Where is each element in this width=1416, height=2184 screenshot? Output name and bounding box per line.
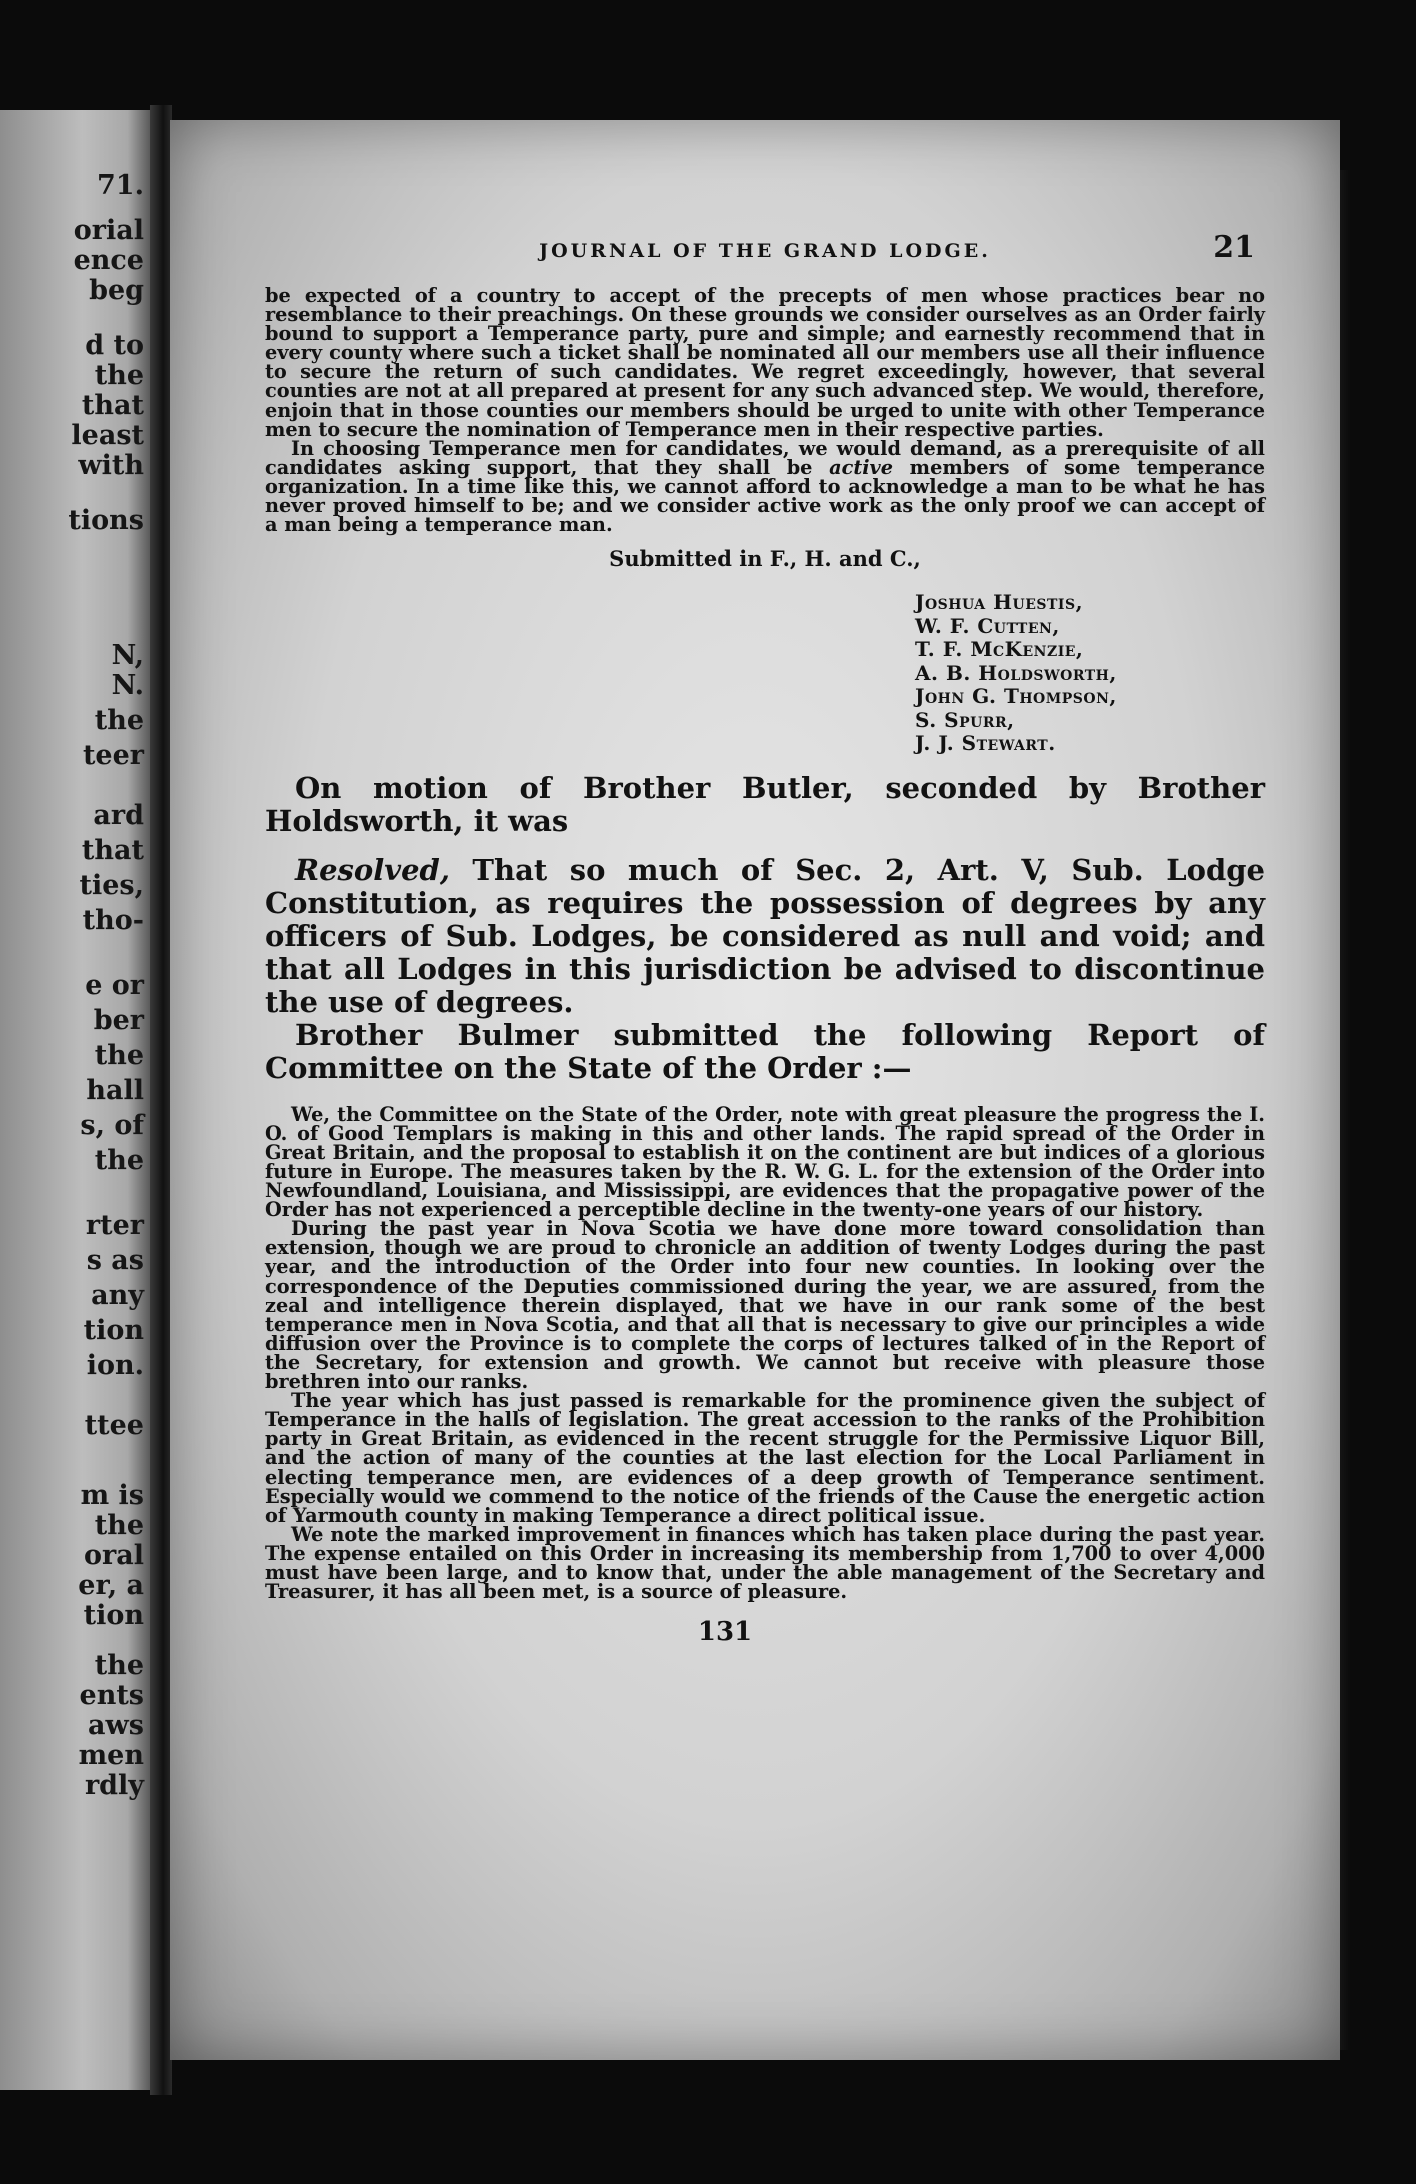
facing-page-text-fragment: hall (86, 1075, 144, 1106)
facing-page-text-fragment: ion. (86, 1350, 144, 1381)
submitted-line: Submitted in F., H. and C., (609, 546, 921, 572)
signatory: John G. Thompson, (915, 684, 1117, 709)
facing-page-text-fragment: the (94, 1145, 144, 1176)
facing-page-text-fragment: men (78, 1740, 144, 1771)
facing-page-text-fragment: s, of (80, 1110, 144, 1141)
facing-page-text-fragment: the (94, 1510, 144, 1541)
facing-page-text-fragment: tions (68, 505, 144, 536)
paragraph-choosing-candidates: In choosing Temperance men for candidates, we would demand, as a prerequisite of all candidates asking support, that they shall be active members of some temperance organization. In a time like this, we cannot afford to acknowledge a man to be what he has never proved himself to be; and we consider active work as the only proof we can accept of a man being a temperance man. (265, 436, 1265, 537)
signatory: S. Spurr, (915, 707, 1015, 732)
signatory: Joshua Huestis, (915, 590, 1084, 615)
signatory: J. J. Stewart. (915, 731, 1056, 756)
facing-page-text-fragment: d to (85, 330, 144, 361)
report-intro-paragraph: Brother Bulmer submitted the following Report of Committee on the State of the Order :— (265, 1017, 1265, 1085)
facing-page-text-fragment: the (94, 360, 144, 391)
page-number: 21 (1213, 230, 1255, 265)
book-page (170, 120, 1340, 2060)
motion-paragraph: On motion of Brother Butler, seconded by Brother Holdsworth, it was (265, 770, 1265, 838)
facing-page-text-fragment: ties, (79, 870, 144, 901)
facing-page-text-fragment: with (78, 450, 144, 481)
facing-page-text-fragment: the (94, 705, 144, 736)
facing-page-text-fragment: rdly (84, 1770, 144, 1801)
facing-page-text-fragment: beg (89, 275, 144, 306)
facing-page-text-fragment: ard (93, 800, 144, 831)
facing-page-text-fragment: the (94, 1040, 144, 1071)
facing-page-text-fragment: ents (79, 1680, 144, 1711)
facing-page-text-fragment: aws (88, 1710, 144, 1741)
report-paragraph-finances: We note the marked improvement in finances which has taken place during the past year. The expense entailed on this Order in increasing its membership from 1,700 to over 4,000 must have been large, and to know that, under the able management of the Secretary and Treasurer, it has all been met, is a source of pleasure. (265, 1522, 1265, 1604)
report-paragraph-nova-scotia: During the past year in Nova Scotia we have done more toward consolidation than extension, though we are proud to chronicle an addition of twenty Lodges during the past year, and the introduction of the Order into four new counties. In looking over the correspondence of the Deputies commissioned during the year, we are assured, from the zeal and intelligence therein displayed, that we have in our rank some of the best temperance men in Nova Scotia, and that all that is necessary to give our principles a wide diffusion over the Province is to complete the corps of lectures talked of in the Report of the Secretary, for extension and growth. We cannot but receive with pleasure those brethren into our ranks. (265, 1217, 1265, 1394)
facing-page-text-fragment: that (81, 390, 144, 421)
running-head (265, 230, 1265, 286)
signatory: A. B. Holdsworth, (915, 660, 1117, 685)
signatory: W. F. Cutten, (915, 613, 1060, 638)
facing-page-text-fragment: the (94, 1650, 144, 1681)
page-content (265, 230, 1265, 1647)
facing-page-text-fragment: e or (85, 970, 144, 1001)
resolved-label: Resolved, (295, 852, 450, 887)
facing-page-text-fragment: ence (73, 245, 144, 276)
signatory: T. F. McKenzie, (915, 637, 1084, 662)
facing-page-text-fragment: least (71, 420, 144, 451)
folio-number: 131 (697, 1617, 753, 1648)
book-gutter (150, 105, 172, 2095)
facing-page-text-fragment: ttee (84, 1410, 144, 1441)
facing-page-text-fragment: 71. (97, 170, 144, 201)
facing-page-text-fragment: N, (111, 640, 144, 671)
facing-page-text-fragment: s as (86, 1245, 144, 1276)
facing-page-text-fragment: rter (85, 1210, 144, 1241)
facing-page-text-fragment: oral (84, 1540, 144, 1571)
facing-page-text-fragment: ber (93, 1005, 144, 1036)
facing-page-text-fragment: teer (82, 740, 144, 771)
facing-page-fragment (0, 110, 150, 2090)
facing-page-text-fragment: tion (83, 1600, 144, 1631)
facing-page-text-fragment: orial (73, 215, 144, 246)
facing-page-text-fragment: er, a (78, 1570, 144, 1601)
facing-page-text-fragment: tho- (82, 905, 144, 936)
resolution-paragraph: Resolved, That so much of Sec. 2, Art. V, Sub. Lodge Constitution, as requires the possession of degrees by any officers of Sub. Lodges, be considered as null and void; and that all Lodges in this jurisdiction be advised to discontinue the use of degrees. (265, 852, 1265, 1019)
report-paragraph-progress: We, the Committee on the State of the Order, note with great pleasure the progress the I. O. of Good Templars is making in this and other lands. The rapid spread of the Order in Great Britain, and the proposal to establish it on the continent are but indices of a glorious future in Europe. The measures taken by the R. W. G. L. for the extension of the Order into Newfoundland, Louisiana, and Mississippi, are evidences that the propagative power of the Order has not experienced a perceptible decline in the twenty-one years of our history. (265, 1102, 1265, 1222)
emphasis-active: active (829, 455, 894, 479)
facing-page-text-fragment: any (91, 1280, 144, 1311)
paragraph-temperance-party: be expected of a country to accept of the precepts of men whose practices bear no resemblance to their preachings. On these grounds we consider ourselves as an Order fairly bound to support a Temperance party, pure and simple; and earnestly recommend that in every county where such a ticket shall be nominated all our members use all their influence to secure the return of such candidates. We regret exceedingly, however, that several counties are not at all prepared at present for any such advanced step. We would, therefore, enjoin that in those counties our members should be urged to unite with other Temperance men to secure the nomination of Temperance men in their respective parties. (265, 284, 1265, 441)
signatory-list (915, 591, 1265, 756)
facing-page-text-fragment: tion (83, 1315, 144, 1346)
facing-page-text-fragment: N. (111, 670, 144, 701)
facing-page-text-fragment: that (81, 835, 144, 866)
report-paragraph-legislation: The year which has just passed is remarkable for the prominence given the subject of Temperance in the halls of legislation. The great accession to the ranks of the Prohibition party in Great Britain, as evidenced in the recent struggle for the Permissive Liquor Bill, and the action of many of the counties at the last election for the Local Parliament in electing temperance men, are evidences of a deep growth of Temperance sentiment. Especially would we commend to the notice of the friends of the Cause the energetic action of Yarmouth county in making Temperance a direct political issue. (265, 1389, 1265, 1527)
running-head-title: JOURNAL OF THE GRAND LODGE. (539, 240, 991, 262)
facing-page-text-fragment: m is (80, 1480, 144, 1511)
